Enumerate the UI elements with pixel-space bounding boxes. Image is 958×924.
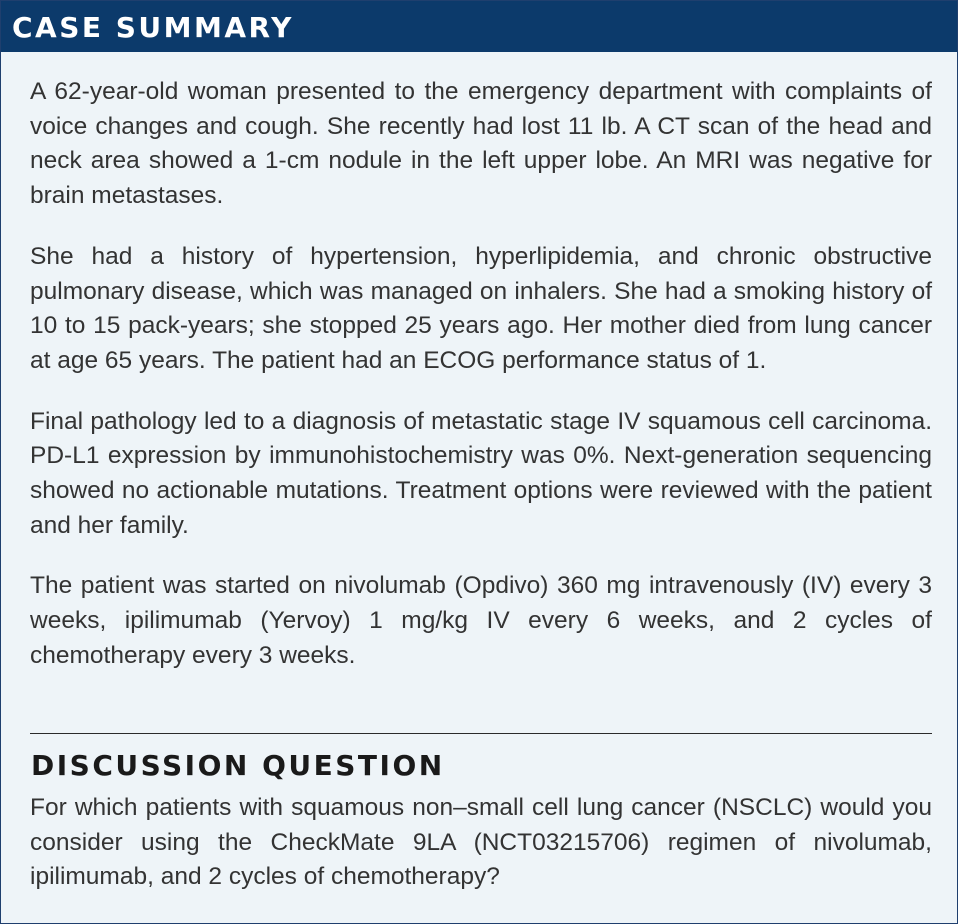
- case-summary-body: [30, 75, 932, 674]
- paragraph-history: She had a history of hypertension, hyperlipidemia, and chronic obstructive pulmonary disease, which was managed on inhalers. She had a smoking history of 10 to 15 pack-years; she stopped 25 years ago. Her mother died from lung cancer at age 65 years. The patient had an ECOG performance status of 1.: [30, 242, 932, 374]
- discussion-question-text: For which patients with squamous non–small cell lung cancer (NSCLC) would you consider using the CheckMate 9LA (NCT03215706) regimen of nivolumab, ipilimumab, and 2 cycles of chemotherapy?: [30, 794, 932, 891]
- discussion-question-title: DISCUSSION QUESTION: [31, 749, 445, 782]
- paragraph-presentation: A 62-year-old woman presented to the emergency department with complaints of voice changes and cough. She recently had lost 11 lb. A CT scan of the head and neck area showed a 1-cm nodule in the left upper lobe. An MRI was negative for brain metastases.: [30, 78, 932, 210]
- case-summary-title: CASE SUMMARY: [12, 11, 294, 44]
- section-divider: [30, 733, 932, 734]
- paragraph-treatment: The patient was started on nivolumab (Opdivo) 360 mg intravenously (IV) every 3 weeks, ipilimumab (Yervoy) 1 mg/kg IV every 6 weeks, and 2 cycles of chemotherapy every 3 weeks.: [30, 572, 932, 669]
- paragraph-pathology: Final pathology led to a diagnosis of metastatic stage IV squamous cell carcinoma. PD-L1 expression by immunohistochemistry was 0%. Next-generation sequencing showed no actionable mutations. Treatment options were reviewed with the patient and her family.: [30, 407, 932, 539]
- header-bar: [1, 1, 957, 52]
